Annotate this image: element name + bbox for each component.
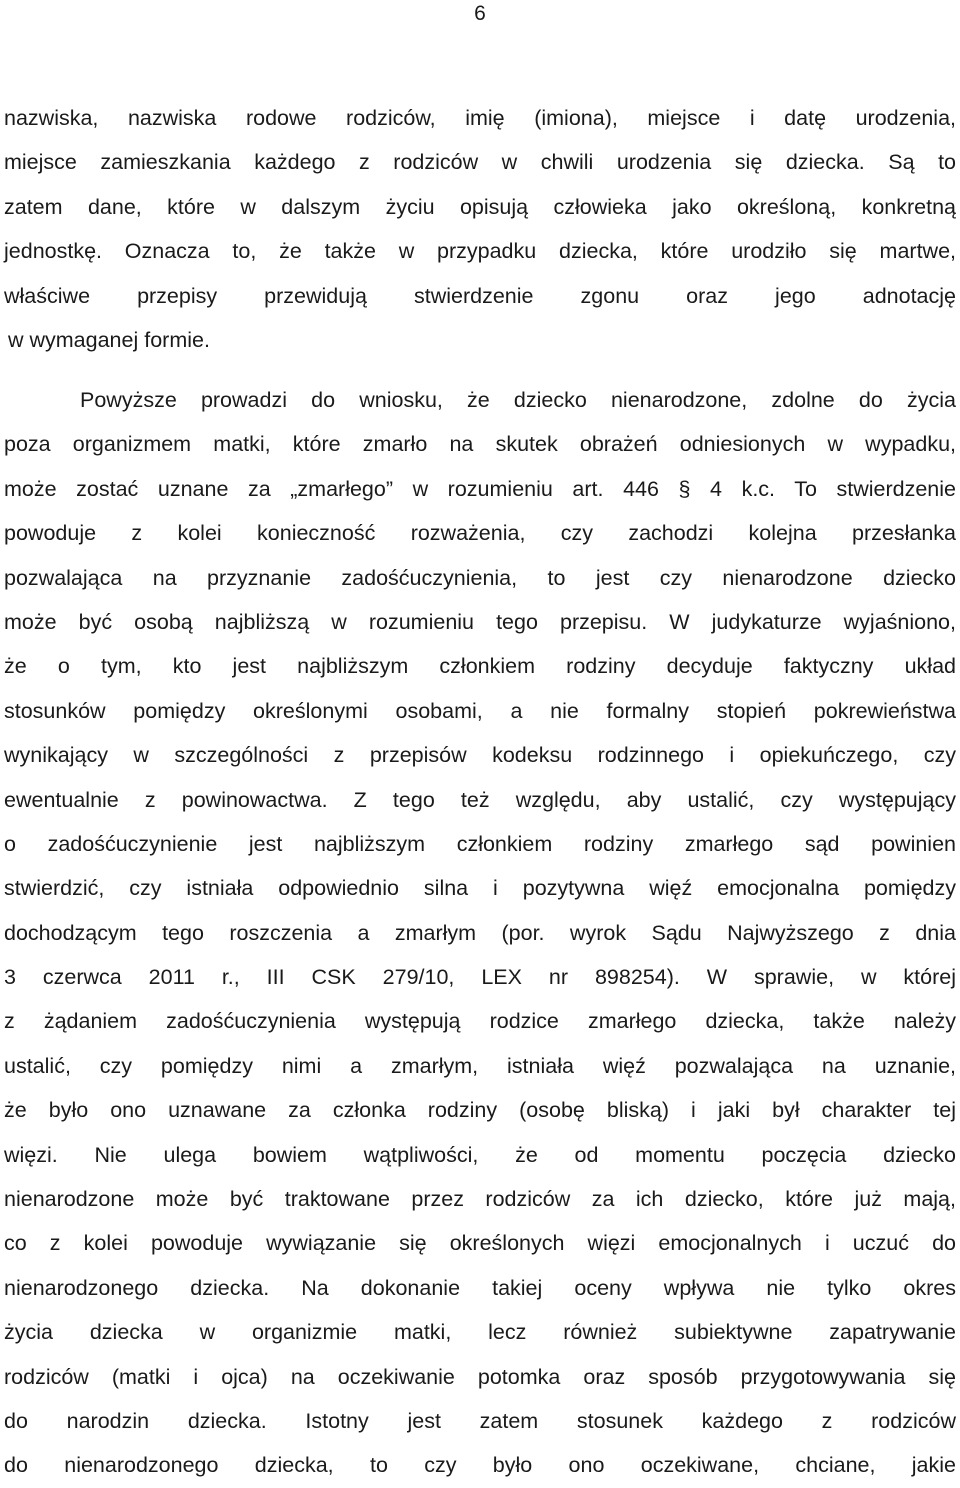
text-line: dochodzącym tego roszczenia a zmarłym (por. wyrok Sądu Najwyższego z dnia [4, 920, 956, 945]
text-line: nazwiska, nazwiska rodowe rodziców, imię (imiona), miejsce i datę urodzenia, [4, 106, 956, 130]
text-line: pozwalająca na przyznanie zadośćuczynienia, to jest czy nienarodzone dziecko [4, 565, 956, 590]
text-line: o zadośćuczynienie jest najbliższym członkiem rodziny zmarłego sąd powinien [4, 831, 956, 856]
text-line: do nienarodzonego dziecka, to czy było ono oczekiwane, chciane, jakie [4, 1453, 956, 1478]
text-line: nienarodzone może być traktowane przez rodziców za ich dziecko, które już mają, [4, 1187, 956, 1212]
text-line: więzi. Nie ulega bowiem wątpliwości, że od momentu poczęcia dziecko [4, 1142, 956, 1167]
text-line: Powyższe prowadzi do wniosku, że dziecko nienarodzone, zdolne do życia [80, 388, 956, 412]
text-line: stosunków pomiędzy określonymi osobami, a nie formalny stopień pokrewieństwa [4, 698, 956, 723]
text-line: powoduje z kolei konieczność rozważenia, czy zachodzi kolejna przesłanka [4, 521, 956, 546]
text-line: stwierdzić, czy istniała odpowiednio silna i pozytywna więź emocjonalna pomiędzy [4, 876, 956, 901]
text-line: z żądaniem zadośćuczynienia występują rodzice zmarłego dziecka, także należy [4, 1009, 956, 1034]
text-line: jednostkę. Oznacza to, że także w przypadku dziecka, które urodziło się martwe, [4, 239, 956, 264]
text-line: co z kolei powoduje wywiązanie się określonych więzi emocjonalnych i uczuć do [4, 1231, 956, 1256]
text-line: 3 czerwca 2011 r., III CSK 279/10, LEX nr 898254). W sprawie, w której [4, 965, 956, 990]
text-line: życia dziecka w organizmie matki, lecz również subiektywne zapatrywanie [4, 1320, 956, 1345]
text-line: do narodzin dziecka. Istotny jest zatem stosunek każdego z rodziców [4, 1408, 956, 1433]
text-line: rodziców (matki i ojca) na oczekiwanie potomka oraz sposób przygotowywania się [4, 1364, 956, 1389]
text-line: może zostać uznane za „zmarłego” w rozumieniu art. 446 § 4 k.c. To stwierdzenie [4, 476, 956, 501]
text-line: w wymaganej formie. [8, 327, 210, 352]
text-line: może być osobą najbliższą w rozumieniu tego przepisu. W judykaturze wyjaśniono, [4, 609, 956, 634]
text-line: wynikający w szczególności z przepisów kodeksu rodzinnego i opiekuńczego, czy [4, 743, 956, 768]
paragraph-2 [4, 378, 956, 1488]
text-line: że o tym, kto jest najbliższym członkiem rodziny decyduje faktyczny układ [4, 654, 956, 679]
paragraph-1 [4, 96, 956, 362]
text-line: miejsce zamieszkania każdego z rodziców w chwili urodzenia się dziecka. Są to [4, 150, 956, 175]
text-line: właściwe przepisy przewidują stwierdzenie zgonu oraz jego adnotację [4, 283, 956, 308]
page-number: 6 [474, 2, 486, 25]
text-line: nienarodzonego dziecka. Na dokonanie takiej oceny wpływa nie tylko okres [4, 1275, 956, 1300]
text-line: zatem dane, które w dalszym życiu opisują człowieka jako określoną, konkretną [4, 194, 956, 219]
text-line: ewentualnie z powinowactwa. Z tego też względu, aby ustalić, czy występujący [4, 787, 956, 812]
text-line: że było ono uznawane za członka rodziny (osobę bliską) i jaki był charakter tej [4, 1098, 956, 1123]
text-line: poza organizmem matki, które zmarło na skutek obrażeń odniesionych w wypadku, [4, 432, 956, 457]
text-line: ustalić, czy pomiędzy nimi a zmarłym, istniała więź pozwalająca na uznanie, [4, 1053, 956, 1078]
